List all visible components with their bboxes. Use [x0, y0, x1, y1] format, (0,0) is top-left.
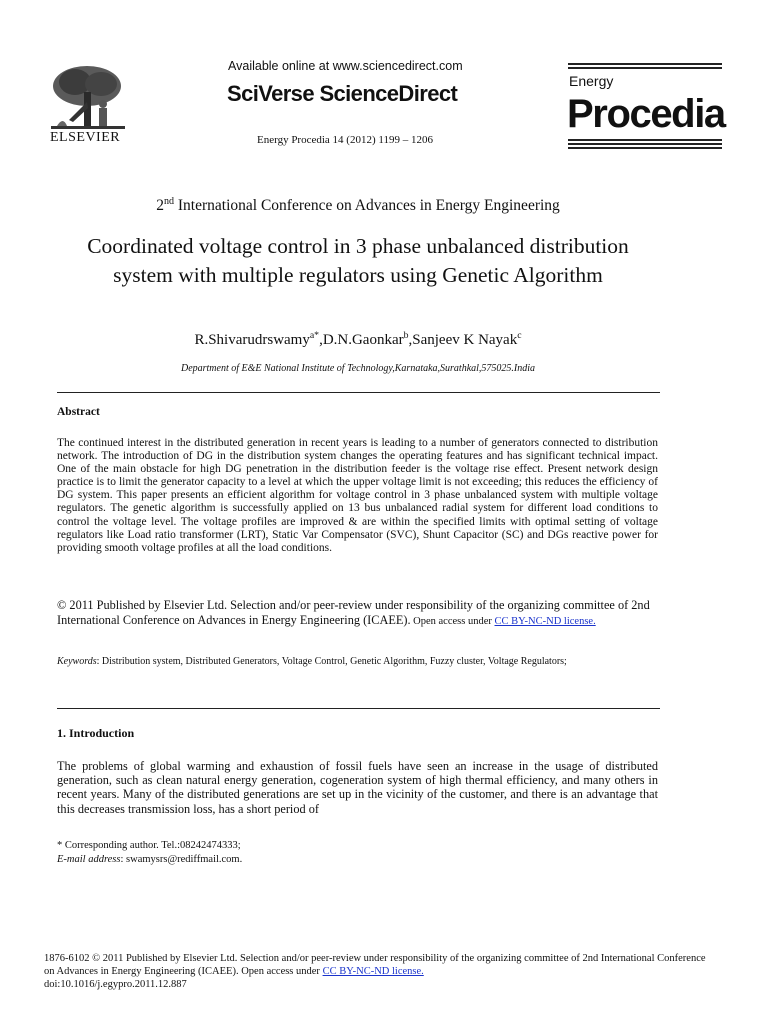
copyright-statement	[57, 598, 697, 629]
corresponding-author-tel: * Corresponding author. Tel.:08242474333;	[57, 840, 241, 851]
author-name: R.Shivarudrswamy	[194, 332, 310, 348]
copyright-text: © 2011 Published by Elsevier Ltd. Selection and/or peer-review under responsibility of the organizing committee of 2nd International Conference on Advances in Energy Engineering (ICAEE).	[57, 598, 650, 627]
doi: doi:10.1016/j.egypro.2011.12.887	[44, 978, 187, 990]
author-list	[0, 332, 716, 349]
journal-name-big: Procedia	[567, 92, 725, 136]
divider	[57, 392, 660, 393]
conference-name	[0, 197, 716, 215]
masthead-rule	[568, 63, 722, 65]
keywords-text: : Distribution system, Distributed Generators, Voltage Control, Genetic Algorithm, Fuzzy cluster, Voltage Regulators;	[96, 656, 567, 667]
divider	[57, 708, 660, 709]
section-heading: 1. Introduction	[57, 726, 135, 740]
license-link[interactable]: CC BY-NC-ND license.	[494, 616, 596, 627]
elsevier-tree-logo	[47, 62, 129, 136]
footer-license-link[interactable]: CC BY-NC-ND license.	[322, 965, 424, 977]
masthead-rule	[568, 147, 722, 149]
conference-ordinal-suffix: nd	[163, 195, 174, 207]
journal-citation: Energy Procedia 14 (2012) 1199 – 1206	[257, 134, 433, 146]
author-marker: c	[517, 330, 522, 341]
footer	[44, 953, 714, 991]
abstract-heading: Abstract	[57, 406, 100, 418]
author-separator: ,	[319, 332, 323, 348]
publisher-name: ELSEVIER	[50, 130, 121, 145]
masthead-rule	[568, 67, 722, 69]
masthead-rule	[568, 139, 722, 141]
open-access-text: Open access under	[410, 616, 495, 627]
corresponding-author-note	[57, 839, 242, 867]
author-marker: a*	[309, 330, 320, 341]
author-name: D.N.Gaonkar	[322, 332, 404, 348]
paper-title: Coordinated voltage control in 3 phase unbalanced distribution system with multiple regulators using Genetic Algorithm	[87, 234, 629, 287]
platform-name: SciVerse ScienceDirect	[227, 81, 458, 106]
available-online: Available online at www.sciencedirect.com	[228, 59, 463, 73]
author-marker: b	[403, 330, 409, 341]
conference-ordinal: 2	[156, 197, 164, 214]
email-address: : swamysrs@rediffmail.com.	[120, 854, 243, 865]
journal-name-small: Energy	[569, 73, 614, 89]
abstract-body: The continued interest in the distributed generation in recent years is leading to a number of generators connected to distribution network. The introduction of DG in the distribution system changes the operating features and has significant technical impact. One of the main obstacle for high DG penetration in the distribution feeder is the voltage rise effect. Present network design practice is to limit the generator capacity to a level at which the upper voltage limit is not exceeding; this reduces the efficiency of DG system. This paper presents an efficient algorithm for voltage control in 3 phase unbalanced system with multiple voltage regulators. The genetic algorithm is successfully applied on 13 bus unbalanced radial system for different load conditions to control the voltage level. The voltage profiles are improved & are within the specified limits with optimal setting of voltage regulators like Load ratio transformer (LRT), Static Var Compensator (SVC), Shunt Capacitor (SC) and DGs reactive power for providing smooth voltage profiles at all the load conditions.	[57, 437, 658, 554]
keywords-label: Keywords	[57, 656, 97, 667]
affiliation: Department of E&E National Institute of Technology,Karnataka,Surathkal,575025.India	[180, 363, 536, 374]
email-label: E-mail address	[57, 854, 121, 865]
keywords	[57, 656, 567, 667]
author-separator: ,	[408, 332, 413, 348]
corresponding-author-email-line	[57, 853, 242, 867]
author-name: Sanjeev K Nayak	[412, 332, 518, 348]
introduction-body: The problems of global warming and exhaustion of fossil fuels have seen an increase in the usage of distributed generation, such as clean natural energy generation, cogeneration system of high thermal efficiency, and many others in recent years. Many of the distributed generations are set up in the vicinity of the customer, and there is an advantage that this decreases transmission loss, has a short period of	[57, 759, 658, 816]
footer-text: 1876-6102 © 2011 Published by Elsevier Ltd. Selection and/or peer-review under responsibility of the organizing committee of 2nd International Conference on Advances in Energy Engineering (ICAEE). Open access under	[44, 953, 706, 977]
conference-title: International Conference on Advances in Energy Engineering	[174, 197, 560, 214]
masthead-rule	[568, 143, 722, 145]
